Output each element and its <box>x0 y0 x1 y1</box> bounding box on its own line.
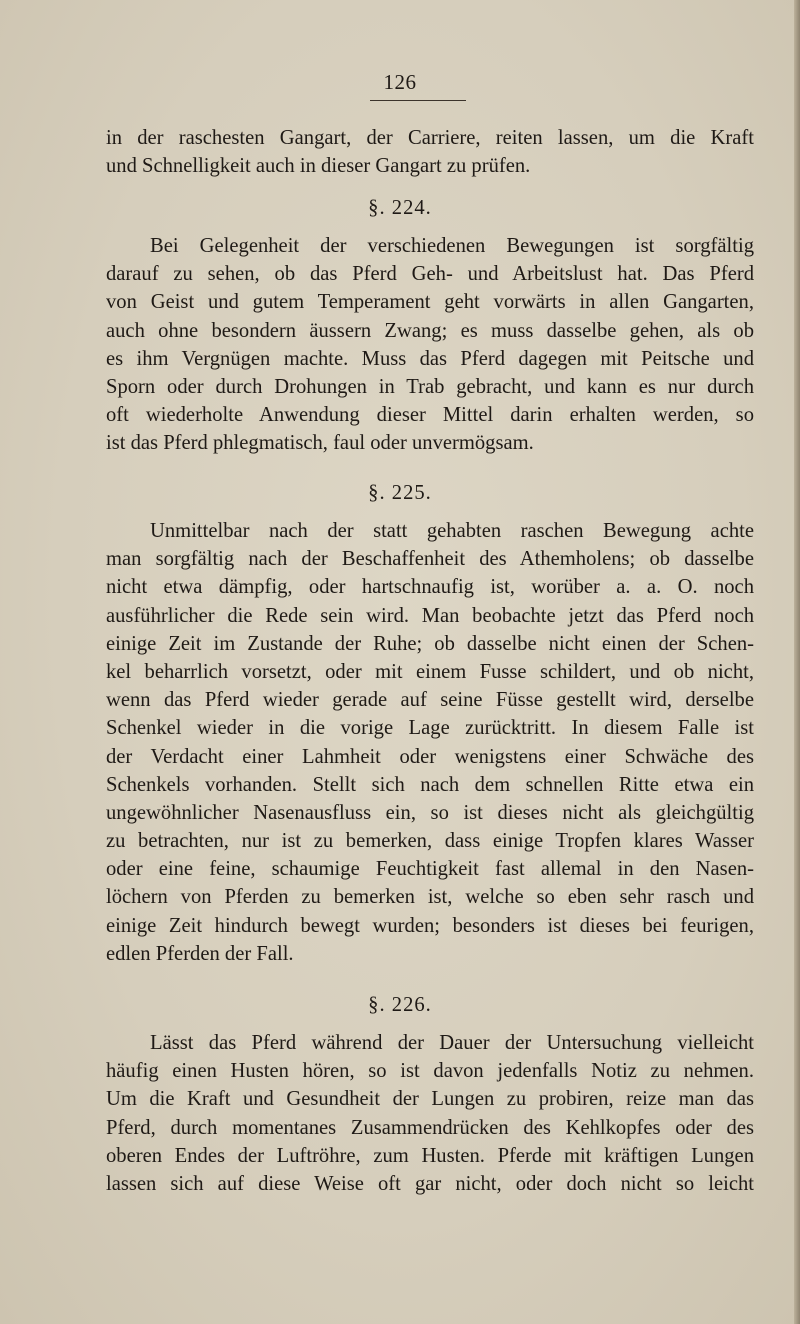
text-line: Unmittelbar nach der statt gehabten raschen Bewegung achte <box>150 520 754 542</box>
section-226-paragraph <box>106 1029 754 1198</box>
text-line: von Geist und gutem Temperament geht vorwärts in allen Gangarten, <box>106 291 754 314</box>
text-line: man sorgfältig nach der Beschaffenheit des Athemholens; ob dasselbe <box>106 548 754 571</box>
text-line: der Verdacht einer Lahmheit oder wenigstens einer Schwäche des <box>106 745 754 768</box>
text-line: und Schnelligkeit auch in dieser Gangart zu prüfen. <box>106 155 531 178</box>
text-line: Bei Gelegenheit der verschiedenen Bewegungen ist sorgfältig <box>150 235 754 257</box>
text-line: Pferd, durch momentanes Zusammendrücken des Kehlkopfes oder des <box>106 1116 754 1139</box>
text-line: oder eine feine, schaumige Feuchtigkeit fast allemal in den Nasen- <box>106 858 754 881</box>
text-line: oberen Endes der Luftröhre, zum Husten. Pferde mit kräftigen Lungen <box>106 1144 754 1167</box>
text-line: Sporn oder durch Drohungen in Trab gebracht, und kann es nur durch <box>106 375 754 398</box>
section-heading-226: §. 226. <box>368 994 432 1016</box>
text-line: häufig einen Husten hören, so ist davon jedenfalls Notiz zu nehmen. <box>106 1060 754 1083</box>
text-line: Lässt das Pferd während der Dauer der Untersuchung vielleicht <box>150 1032 754 1054</box>
text-line: ungewöhnlicher Nasenausfluss ein, so ist dieses nicht als gleichgültig <box>106 801 754 824</box>
text-line: kel beharrlich vorsetzt, oder mit einem Fusse schildert, und ob nicht, <box>106 660 754 683</box>
text-line: Um die Kraft und Gesundheit der Lungen zu probiren, reize man das <box>106 1088 754 1111</box>
text-line: ist das Pferd phlegmatisch, faul oder unvermögsam. <box>106 432 534 455</box>
text-line: nicht etwa dämpfig, oder hartschnaufig ist, worüber a. a. O. noch <box>106 576 754 599</box>
text-line: ausführlicher die Rede sein wird. Man beobachte jetzt das Pferd noch <box>106 604 754 627</box>
text-line: einige Zeit im Zustande der Ruhe; ob dasselbe nicht einen der Schen- <box>106 632 754 655</box>
text-line: löchern von Pferden zu bemerken ist, welche so eben sehr rasch und <box>106 886 754 909</box>
text-line: oft wiederholte Anwendung dieser Mittel darin erhalten werden, so <box>106 404 754 427</box>
text-line: Schenkels vorhanden. Stellt sich nach dem schnellen Ritte etwa ein <box>106 773 754 796</box>
text-line: zu betrachten, nur ist zu bemerken, dass einige Tropfen klares Wasser <box>106 830 754 853</box>
section-225-paragraph <box>106 517 754 968</box>
intro-paragraph <box>106 124 754 180</box>
text-line: darauf zu sehen, ob das Pferd Geh- und Arbeitslust hat. Das Pferd <box>106 263 754 286</box>
text-line: lassen sich auf diese Weise oft gar nicht, oder doch nicht so leicht <box>106 1172 754 1195</box>
section-224-paragraph <box>106 232 754 458</box>
section-heading-225: §. 225. <box>368 482 432 504</box>
text-line: Schenkel wieder in die vorige Lage zurücktritt. In diesem Falle ist <box>106 717 754 740</box>
text-line: wenn das Pferd wieder gerade auf seine Füsse gestellt wird, derselbe <box>106 689 754 712</box>
text-line: einige Zeit hindurch bewegt wurden; besonders ist dieses bei feurigen, <box>106 914 754 937</box>
text-line: auch ohne besondern äussern Zwang; es muss dasselbe gehen, als ob <box>106 319 754 342</box>
text-line: in der raschesten Gangart, der Carriere, reiten lassen, um die Kraft <box>106 127 754 149</box>
text-line: es ihm Vergnügen machte. Muss das Pferd dagegen mit Peitsche und <box>106 347 754 370</box>
section-heading-224: §. 224. <box>368 197 432 219</box>
text-line: edlen Pferden der Fall. <box>106 942 294 965</box>
page-number: 126 <box>383 70 417 94</box>
header-rule <box>370 100 466 101</box>
